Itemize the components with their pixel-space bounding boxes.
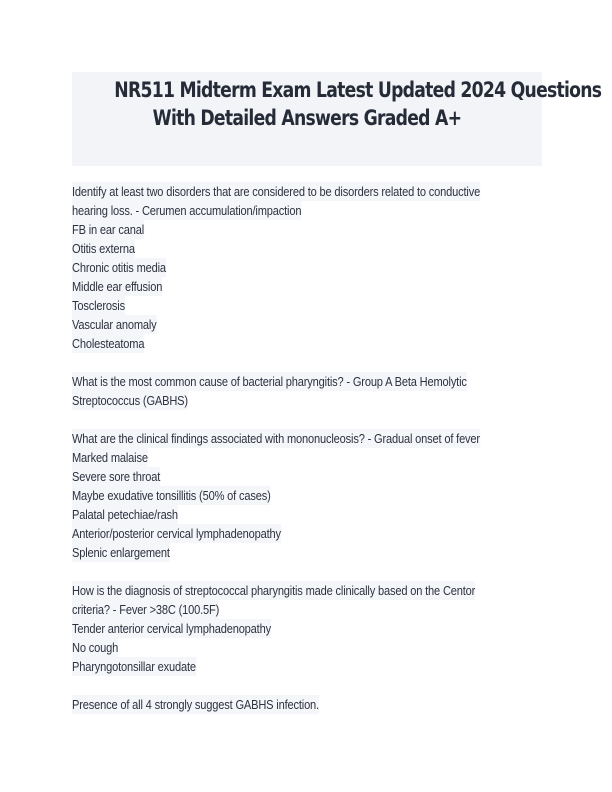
answer-text: Pharyngotonsillar exudate (72, 659, 196, 674)
answer-text: hearing loss. - Cerumen accumulation/impaction (72, 203, 302, 218)
answer-text: Severe sore throat (72, 469, 161, 484)
qa-block (72, 429, 542, 562)
answer-text: Otitis externa (72, 241, 135, 256)
block-spacer (72, 676, 542, 695)
answer-text: Streptococcus (GABHS) (72, 393, 188, 408)
answer-text: FB in ear canal (72, 222, 144, 237)
title-line-2: With Detailed Answers Graded A+ (152, 106, 462, 130)
answer-text: Splenic enlargement (72, 545, 170, 560)
qa-block (72, 372, 542, 410)
answer-text: Chronic otitis media (72, 260, 166, 275)
note-text: Presence of all 4 strongly suggest GABHS infection. (72, 697, 319, 712)
title-line-1: NR511 Midterm Exam Latest Updated 2024 Questions (114, 78, 602, 102)
block-spacer (72, 353, 542, 372)
question-text: How is the diagnosis of streptococcal pharyngitis made clinically based on the Centor (72, 583, 476, 598)
answer-text: No cough (72, 640, 119, 655)
title-banner (72, 72, 602, 166)
document-body (72, 182, 542, 714)
answer-text: Anterior/posterior cervical lymphadenopathy (72, 526, 281, 541)
answer-text: Tender anterior cervical lymphadenopathy (72, 621, 271, 636)
block-spacer (72, 410, 542, 429)
answer-text: Cholesteatoma (72, 336, 145, 351)
question-text: What is the most common cause of bacterial pharyngitis? - Group A Beta Hemolytic (72, 374, 467, 389)
document-title (114, 72, 602, 132)
answer-text: Palatal petechiae/rash (72, 507, 178, 522)
question-text: What are the clinical findings associated with mononucleosis? - Gradual onset of fever (72, 431, 480, 446)
answer-text: criteria? - Fever >38C (100.5F) (72, 602, 220, 617)
qa-block (72, 182, 542, 353)
answer-text: Middle ear effusion (72, 279, 163, 294)
qa-block (72, 581, 542, 676)
block-spacer (72, 562, 542, 581)
question-text: Identify at least two disorders that are considered to be disorders related to conductive (72, 184, 481, 199)
answer-text: Tosclerosis (72, 298, 125, 313)
answer-text: Vascular anomaly (72, 317, 157, 332)
answer-text: Marked malaise (72, 450, 148, 465)
qa-block (72, 695, 542, 714)
answer-text: Maybe exudative tonsillitis (50% of cases) (72, 488, 271, 503)
